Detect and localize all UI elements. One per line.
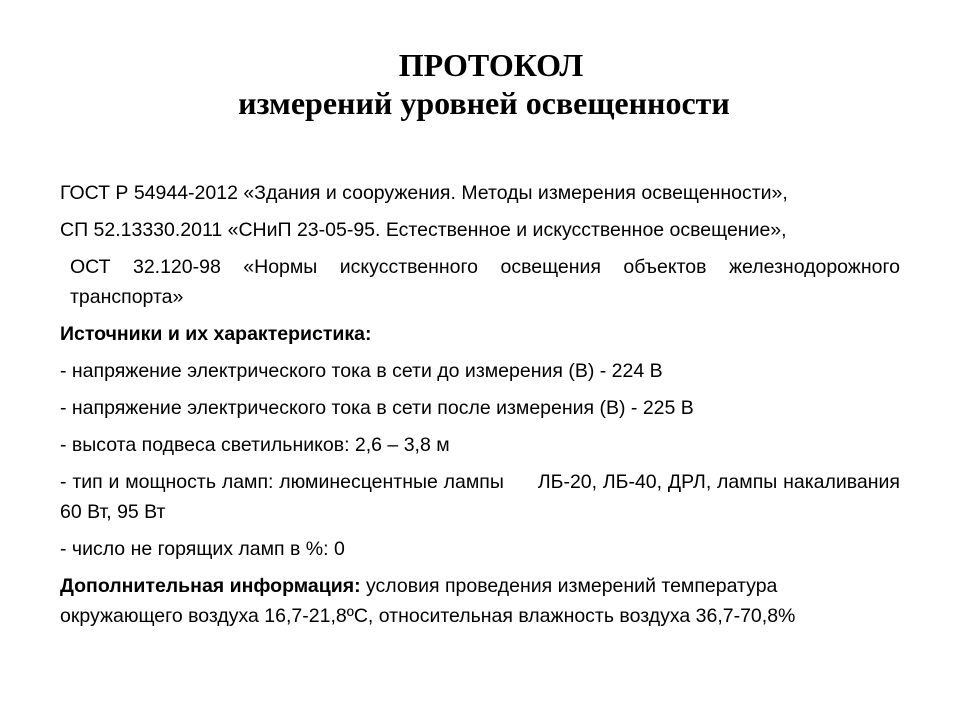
voltage-after: - напряжение электрического тока в сети после измерения (В) - 225 В [60, 397, 694, 419]
standard-ost: ОСТ 32.120-98 «Нормы искусственного освещения объектов железнодорожного транспорта» [70, 256, 900, 308]
voltage-before: - напряжение электрического тока в сети до измерения (В) - 224 В [60, 360, 663, 382]
lamps-not-lit: - число не горящих ламп в %: 0 [60, 538, 345, 560]
suspension-height: - высота подвеса светильников: 2,6 – 3,8 м [60, 434, 450, 456]
protocol-body [60, 178, 900, 638]
lamp-type-part1: - тип и мощность ламп: люминесцентные лампы [60, 471, 504, 493]
sources-heading: Источники и их характеристика: [60, 323, 372, 345]
lamp-type-part2: ЛБ-20, ЛБ-40, ДРЛ, лампы накаливания 60 Вт, 95 Вт [60, 471, 900, 523]
protocol-title [0, 46, 960, 122]
standard-gost: ГОСТ Р 54944-2012 «Здания и сооружения. Методы измерения освещенности», [60, 182, 788, 204]
standard-sp: СП 52.13330.2011 «СНиП 23-05-95. Естественное и искусственное освещение», [60, 219, 787, 241]
additional-info [60, 571, 900, 631]
additional-label: Дополнительная информация: [60, 575, 361, 597]
additional-text: условия проведения измерений температура окружающего воздуха 16,7-21,8ºС, относительная влажность воздуха 36,7-70,8% [60, 575, 796, 627]
title-line-1: ПРОТОКОЛ [398, 47, 584, 83]
lamp-type-power [60, 467, 900, 527]
title-line-2: измерений уровней освещенности [238, 85, 730, 121]
